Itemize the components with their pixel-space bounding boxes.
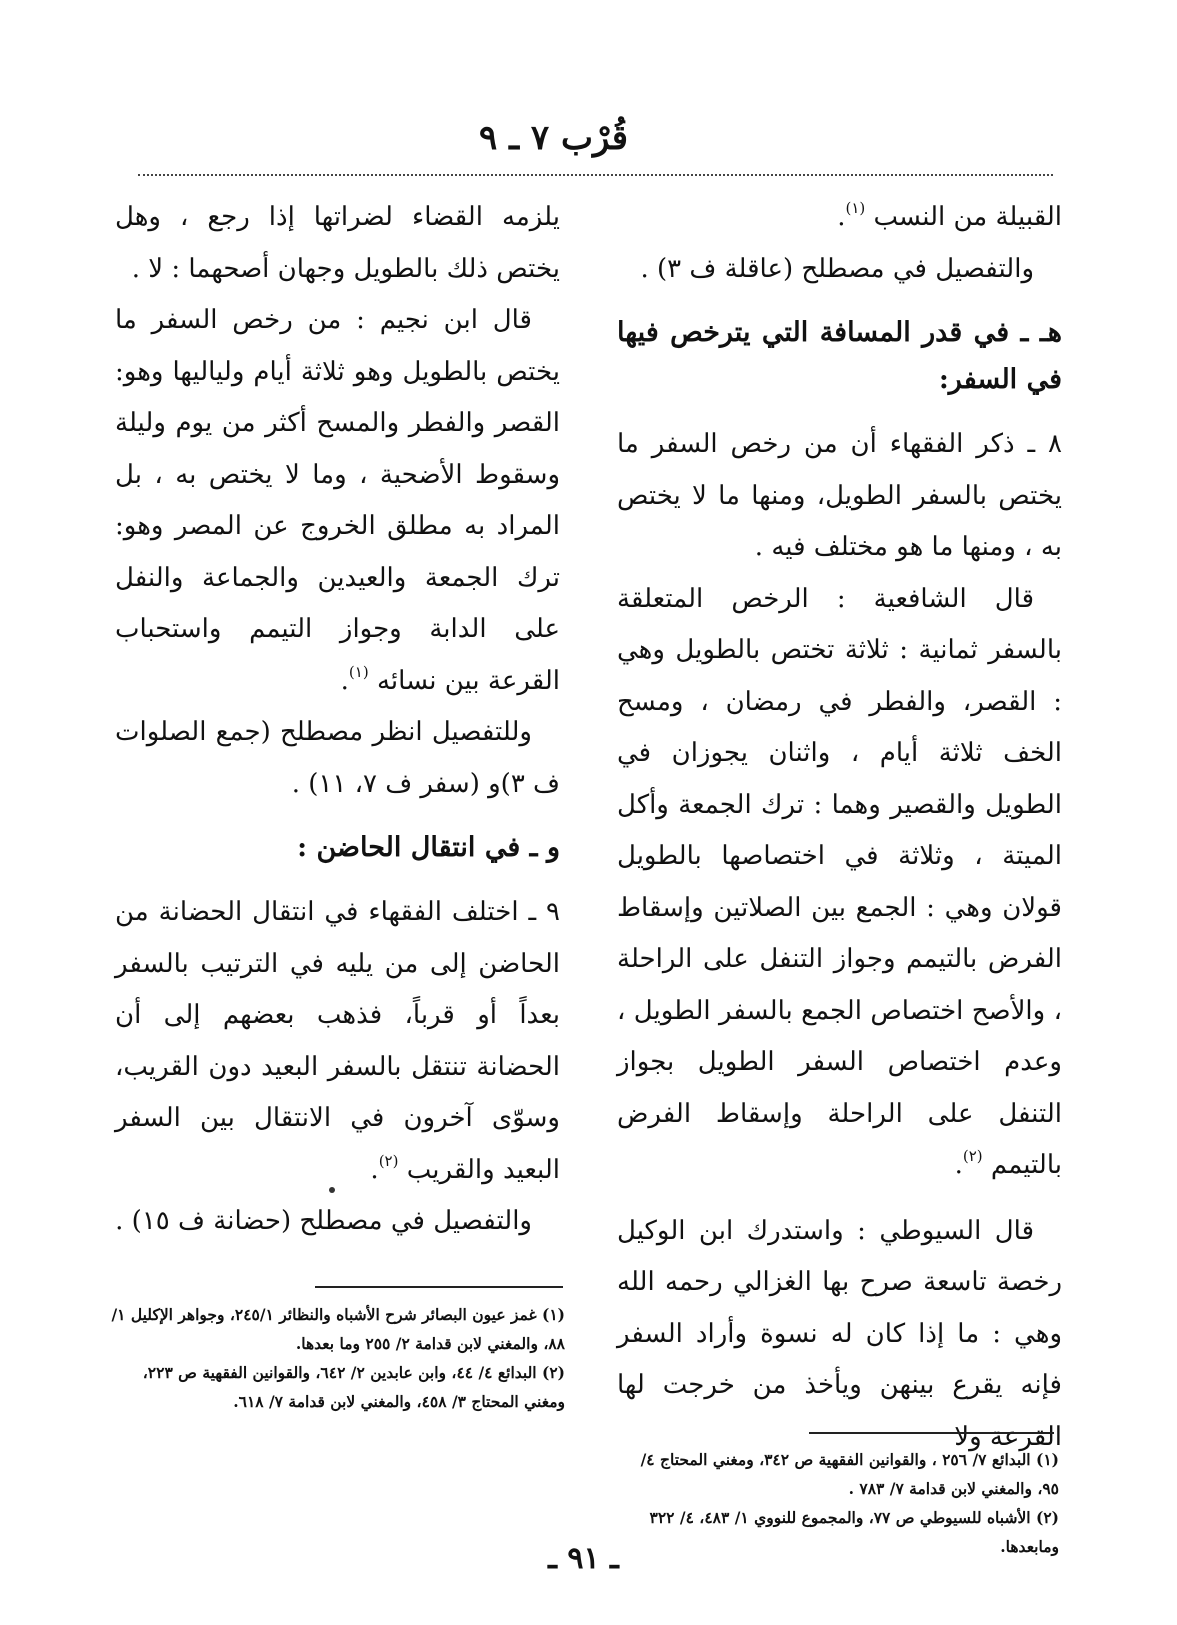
footnote-rule-left bbox=[315, 1286, 563, 1288]
footnote-left-1: (١) غمز عيون البصائر شرح الأشباه والنظائر ٢٤٥/١، وجواهر الإكليل ١/ ٨٨، والمغني لابن قدامة ٢/ ٢٥٥ وما بعدها. bbox=[111, 1305, 565, 1353]
footnote-ref-2: (٢) bbox=[962, 1147, 983, 1165]
footnote-rule-right bbox=[809, 1432, 1054, 1434]
left-paragraph-4 bbox=[115, 887, 560, 1196]
left-paragraph-5: والتفصيل في مصطلح (حضانة ف ١٥) . bbox=[115, 1206, 532, 1236]
right-paragraph-5: قال السيوطي : واستدرك ابن الوكيل رخصة تاسعة صرح بها الغزالي رحمه الله وهي : ما إذا كان له نسوة وأراد السفر فإنه يقرع بينهن ويأخذ من خرجت لها القرعة ولا bbox=[617, 1215, 1062, 1452]
footnote-ref-2-left: (٢) bbox=[378, 1151, 399, 1170]
right-paragraph-2: والتفصيل في مصطلح (عاقلة ف ٣) . bbox=[640, 253, 1034, 284]
page-header-title: قُرْب ٧ ـ ٩ bbox=[478, 118, 629, 158]
page-number: ـ ٩١ ـ bbox=[548, 1541, 619, 1576]
left-column bbox=[115, 192, 560, 1248]
right-p1-end: . bbox=[837, 202, 846, 232]
section-heading-h: هـ ـ في قدر المسافة التي يترخص فيها في السفر: bbox=[617, 317, 1062, 395]
header-dotted-rule bbox=[138, 174, 1053, 176]
section-heading-w: و ـ في انتقال الحاضن : bbox=[297, 832, 560, 863]
right-p4-text: قال الشافعية : الرخص المتعلقة بالسفر ثمانية : ثلاثة تختص بالطويل وهي : القصر، والفطر في رمضان ، ومسح الخف ثلاثة أيام ، واثنان يجوزان في الطويل والقصير وهما : ترك الجمعة وأكل الميتة ، وثلاثة في اختصاصها بالطويل قولان وهي : الجمع بين الصلاتين وإسقاط الفرض بالتيمم وجواز التنفل على الراحلة ، والأصح اختصاص الجمع بالسفر الطويل ، وعدم اختصاص السفر الطويل بجواز التنفل على الراحلة وإسقاط الفرض بالتيمم bbox=[617, 583, 1062, 1180]
right-paragraph-3: ٨ ـ ذكر الفقهاء أن من رخص السفر ما يختص بالسفر الطويل، ومنها ما لا يختص به ، ومنها ما هو مختلف فيه . bbox=[617, 429, 1062, 562]
footnote-right-2: (٢) الأشباه للسيوطي ص ٧٧، والمجموع للنووي ١/ ٤٨٣، ٤/ ٣٢٢ ومابعدها. bbox=[649, 1508, 1059, 1556]
right-p4-end: . bbox=[954, 1150, 963, 1180]
footnotes-left bbox=[110, 1300, 565, 1416]
left-p2-end: . bbox=[340, 665, 349, 696]
left-paragraph-3: وللتفصيل انظر مصطلح (جمع الصلوات ف ٣)و (سفر ف ٧، ١١) . bbox=[115, 717, 560, 799]
footnote-ref-1: (١) bbox=[845, 199, 866, 217]
footnote-left-2: (٢) البدائع ٤/ ٤٤، وابن عابدين ٢/ ٦٤٢، والقوانين الفقهية ص ٢٢٣، ومغني المحتاج ٣/ ٤٥٨، والمغني لابن قدامة ٧/ ٦١٨. bbox=[142, 1363, 565, 1411]
left-paragraph-2 bbox=[115, 295, 560, 707]
right-p1-text: القبيلة من النسب bbox=[873, 202, 1062, 232]
left-paragraph-1: يلزمه القضاء لضراتها إذا رجع ، وهل يختص ذلك بالطويل وجهان أصحهما : لا . bbox=[115, 202, 560, 284]
right-paragraph-1 bbox=[617, 192, 1062, 244]
footnote-ref-1-left: (١) bbox=[348, 662, 369, 681]
right-column bbox=[617, 192, 1062, 1463]
right-paragraph-4 bbox=[617, 574, 1062, 1192]
left-p4-text: ٩ ـ اختلف الفقهاء في انتقال الحضانة من الحاضن إلى من يليه في الترتيب بالسفر بعداً أو قرباً، فذهب بعضهم إلى أن الحضانة تنتقل بالسفر البعيد دون القريب، وسوّى آخرون في الانتقال بين السفر البعيد والقريب bbox=[115, 897, 560, 1185]
footnote-right-1: (١) البدائع ٧/ ٢٥٦ ، والقوانين الفقهية ص ٣٤٢، ومغني المحتاج ٤/ ٩٥، والمغني لابن قدامة ٧/ ٧٨٣ . bbox=[640, 1450, 1059, 1498]
left-p4-end: . bbox=[370, 1154, 379, 1185]
left-p2-text: قال ابن نجيم : من رخص السفر ما يختص بالطويل وهو ثلاثة أيام ولياليها وهو: القصر والفطر والمسح أكثر من يوم وليلة وسقوط الأضحية ، وما لا يختص به ، بل المراد به مطلق الخروج عن المصر وهو: ترك الجمعة والعيدين والجماعة والنفل على الدابة وجواز التيمم واستحباب القرعة بين نسائه bbox=[115, 305, 560, 696]
dot-mark bbox=[329, 1187, 335, 1193]
